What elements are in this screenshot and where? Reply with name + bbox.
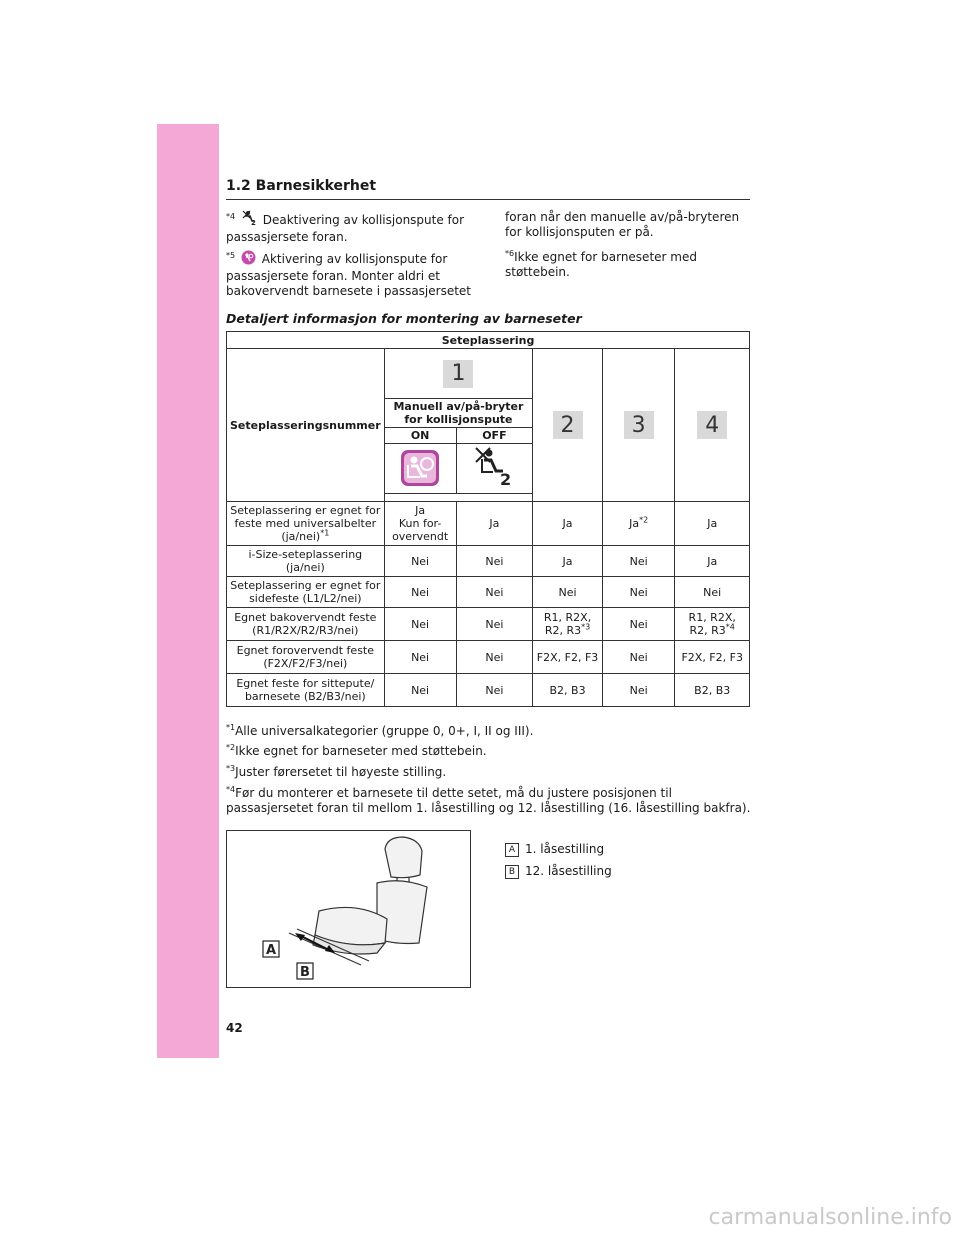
row-cell: Nei <box>456 577 533 608</box>
note-4-marker: *4 <box>226 212 236 221</box>
note-5-marker: *5 <box>226 251 236 260</box>
row-cell: Ja Kun for- overvendt <box>384 502 456 546</box>
page-number: 42 <box>226 1021 243 1035</box>
row-label: Egnet feste for sittepute/ barnesete (B2/B3/nei) <box>227 674 385 707</box>
legend-item-a <box>505 842 604 857</box>
row-cell: R1, R2X, R2, R3$^{*3}$ <box>533 608 603 641</box>
section-divider <box>226 199 750 200</box>
row-cell: R1, R2X, R2, R3$^{*4}$ <box>675 608 750 641</box>
row-cell: Nei <box>456 546 533 577</box>
figure-label-a: A <box>266 943 277 958</box>
seat-4-cell <box>675 349 750 502</box>
seat-location-header: Seteplassering <box>227 332 750 349</box>
row-cell: Nei <box>456 641 533 674</box>
row-cell: Nei <box>456 608 533 641</box>
row-cell: Ja <box>533 502 603 546</box>
table-row <box>227 608 750 641</box>
spacer-cell <box>384 494 456 502</box>
footnote-3: $^{*3}$Juster førersetet til høyeste stilling. <box>226 764 447 779</box>
airbag-off-icon-digit: 2 <box>500 470 512 487</box>
footnote-4: $^{*4}$Før du monterer et barnesete til dette setet, må du justere posisjonen til passasjersetet foran til mellom 1. låsestilling og 12. låsestilling (16. låsestilling bakfra). <box>226 785 751 815</box>
note-4 <box>226 210 488 245</box>
seat-number-label: Seteplasseringsnummer <box>227 349 385 502</box>
row-cell: Nei <box>384 641 456 674</box>
note-5-continued: foran når den manuelle av/på-bryteren for kollisjonsputen er på. <box>505 210 740 239</box>
legend-letter-a: A <box>505 843 519 857</box>
row-cell: Nei <box>384 608 456 641</box>
seat-3-cell <box>602 349 675 502</box>
row-label: i-Size-seteplassering (ja/nei) <box>227 546 385 577</box>
note-6-text: Ikke egnet for barneseter med støttebein. <box>505 250 697 279</box>
row-cell: Ja$^{*2}$ <box>602 502 675 546</box>
legend-text-a: 1. låsestilling <box>525 842 605 856</box>
section-title: 1.2 Barnesikkerhet <box>226 178 377 194</box>
table-row <box>227 577 750 608</box>
airbag-off-icon-cell <box>456 444 533 494</box>
watermark: carmanualsonline.info <box>708 1205 952 1230</box>
row-cell: Nei <box>602 641 675 674</box>
section-color-tab <box>157 124 219 1058</box>
note-5 <box>226 250 491 299</box>
row-cell: Nei <box>602 546 675 577</box>
row-cell: Nei <box>675 577 750 608</box>
figure-label-b: B <box>300 965 310 980</box>
seat-1-cell <box>384 349 533 399</box>
seat-1-badge: 1 <box>443 360 473 388</box>
row-cell: B2, B3 <box>533 674 603 707</box>
row-cell: Nei <box>456 674 533 707</box>
row-cell: F2X, F2, F3 <box>533 641 603 674</box>
airbag-off-small-icon <box>241 210 257 230</box>
airbag-off-icon <box>471 447 517 487</box>
note-5-text: Aktivering av kollisjonspute for passasjersete foran. Monter aldri et bakovervendt barnesete i passasjersetet <box>226 252 472 298</box>
row-label: Egnet bakovervendt feste (R1/R2X/R2/R3/nei) <box>227 608 385 641</box>
row-cell: Nei <box>384 577 456 608</box>
seat-2-cell <box>533 349 603 502</box>
switch-off-label: OFF <box>456 428 533 444</box>
row-cell: B2, B3 <box>675 674 750 707</box>
svg-text:2: 2 <box>250 219 256 226</box>
row-cell: Nei <box>602 674 675 707</box>
legend-text-b: 12. låsestilling <box>525 864 612 878</box>
footnote-1: $^{*1}$Alle universalkategorier (gruppe 0, 0+, I, II og III). <box>226 723 534 738</box>
airbag-on-small-icon <box>241 250 256 269</box>
legend-letter-b: B <box>505 865 519 879</box>
spacer-cell <box>456 494 533 502</box>
table-row <box>227 674 750 707</box>
table-row <box>227 546 750 577</box>
row-cell: Nei <box>602 577 675 608</box>
switch-on-label: ON <box>384 428 456 444</box>
note-6 <box>505 250 753 280</box>
seat-compatibility-table <box>226 331 750 707</box>
row-cell: Nei <box>602 608 675 641</box>
row-label: Seteplassering er egnet for feste med universalbelter $(ja/nei)^{*1}$ <box>227 502 385 546</box>
row-cell: Nei <box>533 577 603 608</box>
row-cell: Nei <box>384 546 456 577</box>
airbag-on-icon <box>397 448 443 488</box>
row-label: Seteplassering er egnet for sidefeste (L1/L2/nei) <box>227 577 385 608</box>
row-cell: F2X, F2, F3 <box>675 641 750 674</box>
airbag-switch-label: Manuell av/på-bryter for kollisjonspute <box>384 399 533 428</box>
note-6-marker: *6 <box>505 249 515 258</box>
row-cell: Ja <box>456 502 533 546</box>
airbag-on-icon-cell <box>384 444 456 494</box>
row-cell: Nei <box>384 674 456 707</box>
row-cell: Ja <box>675 546 750 577</box>
seat-position-figure <box>226 830 471 988</box>
legend-item-b <box>505 864 612 879</box>
row-cell: Ja <box>533 546 603 577</box>
footnote-2: $^{*2}$Ikke egnet for barneseter med støttebein. <box>226 743 487 758</box>
seat-4-badge: 4 <box>697 411 727 439</box>
note-4-text: Deaktivering av kollisjonspute for passasjersete foran. <box>226 213 465 244</box>
row-label: Egnet forovervendt feste (F2X/F2/F3/nei) <box>227 641 385 674</box>
row-cell: Ja <box>675 502 750 546</box>
seat-2-badge: 2 <box>553 411 583 439</box>
seat-3-badge: 3 <box>624 411 654 439</box>
detail-heading: Detaljert informasjon for montering av barneseter <box>226 311 582 326</box>
table-row <box>227 641 750 674</box>
table-row <box>227 502 750 546</box>
